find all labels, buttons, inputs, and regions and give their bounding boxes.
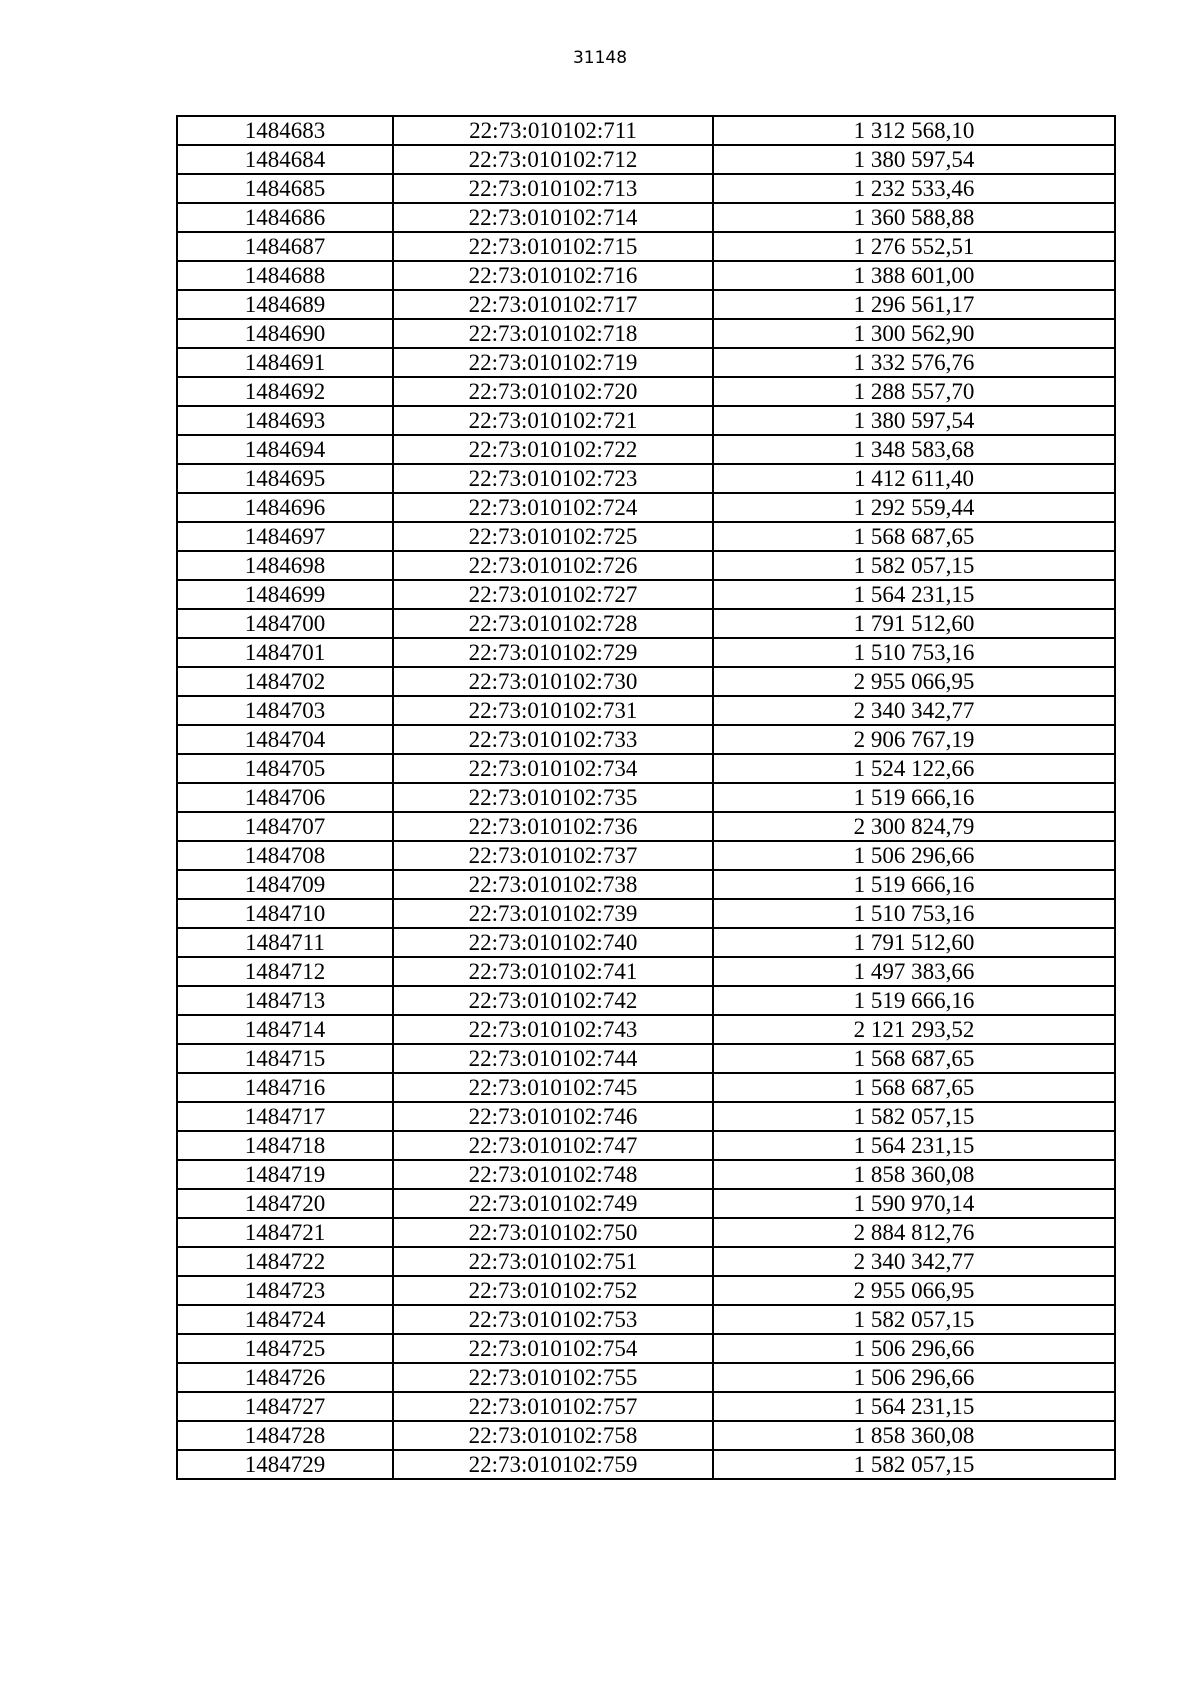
table-row: [177, 377, 1115, 406]
row-number-cell: 1484707: [177, 812, 393, 841]
cadastral-value-cell: 1 276 552,51: [713, 232, 1115, 261]
table-row: [177, 406, 1115, 435]
table-row: [177, 986, 1115, 1015]
cadastral-number-cell: 22:73:010102:734: [393, 754, 713, 783]
row-number-cell: 1484684: [177, 145, 393, 174]
row-number-cell: 1484693: [177, 406, 393, 435]
table-row: [177, 696, 1115, 725]
cadastral-value-cell: 1 568 687,65: [713, 522, 1115, 551]
cadastral-value-cell: 1 497 383,66: [713, 957, 1115, 986]
cadastral-number-cell: 22:73:010102:747: [393, 1131, 713, 1160]
table-row: [177, 957, 1115, 986]
cadastral-number-cell: 22:73:010102:728: [393, 609, 713, 638]
row-number-cell: 1484722: [177, 1247, 393, 1276]
table-row: [177, 1131, 1115, 1160]
cadastral-value-cell: 1 380 597,54: [713, 145, 1115, 174]
cadastral-number-cell: 22:73:010102:726: [393, 551, 713, 580]
table-row: [177, 116, 1115, 145]
cadastral-value-cell: 2 340 342,77: [713, 1247, 1115, 1276]
table-row: [177, 1392, 1115, 1421]
table-row: [177, 203, 1115, 232]
cadastral-value-cell: 1 510 753,16: [713, 899, 1115, 928]
table-row: [177, 464, 1115, 493]
cadastral-number-cell: 22:73:010102:745: [393, 1073, 713, 1102]
row-number-cell: 1484717: [177, 1102, 393, 1131]
cadastral-value-cell: 1 300 562,90: [713, 319, 1115, 348]
row-number-cell: 1484688: [177, 261, 393, 290]
cadastral-value-cell: 1 582 057,15: [713, 1102, 1115, 1131]
table-row: [177, 1160, 1115, 1189]
cadastral-number-cell: 22:73:010102:731: [393, 696, 713, 725]
cadastral-number-cell: 22:73:010102:735: [393, 783, 713, 812]
cadastral-value-cell: 1 791 512,60: [713, 609, 1115, 638]
cadastral-value-cell: 2 955 066,95: [713, 667, 1115, 696]
row-number-cell: 1484712: [177, 957, 393, 986]
cadastral-value-cell: 1 582 057,15: [713, 1305, 1115, 1334]
row-number-cell: 1484708: [177, 841, 393, 870]
table-row: [177, 899, 1115, 928]
row-number-cell: 1484727: [177, 1392, 393, 1421]
table-row: [177, 1073, 1115, 1102]
cadastral-value-cell: 1 506 296,66: [713, 1363, 1115, 1392]
cadastral-number-cell: 22:73:010102:748: [393, 1160, 713, 1189]
table-row: [177, 638, 1115, 667]
table-row: [177, 1189, 1115, 1218]
row-number-cell: 1484696: [177, 493, 393, 522]
table-row: [177, 145, 1115, 174]
row-number-cell: 1484701: [177, 638, 393, 667]
table-row: [177, 870, 1115, 899]
row-number-cell: 1484728: [177, 1421, 393, 1450]
cadastral-value-cell: 1 412 611,40: [713, 464, 1115, 493]
cadastral-number-cell: 22:73:010102:741: [393, 957, 713, 986]
row-number-cell: 1484687: [177, 232, 393, 261]
table-row: [177, 261, 1115, 290]
table-row: [177, 551, 1115, 580]
cadastral-value-cell: 1 582 057,15: [713, 1450, 1115, 1479]
table-row: [177, 1276, 1115, 1305]
cadastral-value-cell: 1 288 557,70: [713, 377, 1115, 406]
cadastral-number-cell: 22:73:010102:737: [393, 841, 713, 870]
cadastral-number-cell: 22:73:010102:712: [393, 145, 713, 174]
table-row: [177, 725, 1115, 754]
cadastral-value-table: [176, 115, 1116, 1480]
table-row: [177, 1015, 1115, 1044]
cadastral-value-cell: 1 858 360,08: [713, 1160, 1115, 1189]
row-number-cell: 1484700: [177, 609, 393, 638]
cadastral-value-cell: 1 791 512,60: [713, 928, 1115, 957]
cadastral-number-cell: 22:73:010102:740: [393, 928, 713, 957]
cadastral-number-cell: 22:73:010102:744: [393, 1044, 713, 1073]
cadastral-value-cell: 1 380 597,54: [713, 406, 1115, 435]
cadastral-value-cell: 1 312 568,10: [713, 116, 1115, 145]
cadastral-number-cell: 22:73:010102:719: [393, 348, 713, 377]
cadastral-value-cell: 2 884 812,76: [713, 1218, 1115, 1247]
cadastral-number-cell: 22:73:010102:759: [393, 1450, 713, 1479]
row-number-cell: 1484720: [177, 1189, 393, 1218]
row-number-cell: 1484704: [177, 725, 393, 754]
row-number-cell: 1484685: [177, 174, 393, 203]
table-row: [177, 812, 1115, 841]
cadastral-number-cell: 22:73:010102:724: [393, 493, 713, 522]
cadastral-value-cell: 1 232 533,46: [713, 174, 1115, 203]
row-number-cell: 1484705: [177, 754, 393, 783]
cadastral-value-cell: 1 360 588,88: [713, 203, 1115, 232]
cadastral-value-cell: 1 506 296,66: [713, 1334, 1115, 1363]
row-number-cell: 1484694: [177, 435, 393, 464]
cadastral-number-cell: 22:73:010102:718: [393, 319, 713, 348]
table-row: [177, 1450, 1115, 1479]
cadastral-value-cell: 2 300 824,79: [713, 812, 1115, 841]
cadastral-number-cell: 22:73:010102:754: [393, 1334, 713, 1363]
row-number-cell: 1484713: [177, 986, 393, 1015]
table-row: [177, 1305, 1115, 1334]
cadastral-number-cell: 22:73:010102:714: [393, 203, 713, 232]
row-number-cell: 1484716: [177, 1073, 393, 1102]
table-row: [177, 1218, 1115, 1247]
cadastral-number-cell: 22:73:010102:743: [393, 1015, 713, 1044]
cadastral-number-cell: 22:73:010102:758: [393, 1421, 713, 1450]
cadastral-number-cell: 22:73:010102:717: [393, 290, 713, 319]
table-row: [177, 1363, 1115, 1392]
cadastral-value-cell: 1 332 576,76: [713, 348, 1115, 377]
cadastral-value-cell: 1 519 666,16: [713, 783, 1115, 812]
row-number-cell: 1484683: [177, 116, 393, 145]
row-number-cell: 1484697: [177, 522, 393, 551]
table-row: [177, 1421, 1115, 1450]
cadastral-value-cell: 1 858 360,08: [713, 1421, 1115, 1450]
cadastral-value-cell: 1 590 970,14: [713, 1189, 1115, 1218]
row-number-cell: 1484695: [177, 464, 393, 493]
row-number-cell: 1484703: [177, 696, 393, 725]
row-number-cell: 1484718: [177, 1131, 393, 1160]
row-number-cell: 1484706: [177, 783, 393, 812]
cadastral-number-cell: 22:73:010102:757: [393, 1392, 713, 1421]
cadastral-number-cell: 22:73:010102:722: [393, 435, 713, 464]
table-row: [177, 1247, 1115, 1276]
row-number-cell: 1484689: [177, 290, 393, 319]
table-row: [177, 435, 1115, 464]
cadastral-value-cell: 1 519 666,16: [713, 986, 1115, 1015]
table-row: [177, 1044, 1115, 1073]
cadastral-value-cell: 1 292 559,44: [713, 493, 1115, 522]
table-row: [177, 841, 1115, 870]
cadastral-value-cell: 1 564 231,15: [713, 1131, 1115, 1160]
cadastral-number-cell: 22:73:010102:730: [393, 667, 713, 696]
cadastral-number-cell: 22:73:010102:720: [393, 377, 713, 406]
cadastral-value-cell: 1 510 753,16: [713, 638, 1115, 667]
row-number-cell: 1484699: [177, 580, 393, 609]
table-row: [177, 174, 1115, 203]
cadastral-number-cell: 22:73:010102:723: [393, 464, 713, 493]
table-row: [177, 348, 1115, 377]
cadastral-value-cell: 1 568 687,65: [713, 1073, 1115, 1102]
row-number-cell: 1484709: [177, 870, 393, 899]
row-number-cell: 1484702: [177, 667, 393, 696]
row-number-cell: 1484719: [177, 1160, 393, 1189]
cadastral-number-cell: 22:73:010102:713: [393, 174, 713, 203]
row-number-cell: 1484726: [177, 1363, 393, 1392]
cadastral-number-cell: 22:73:010102:716: [393, 261, 713, 290]
cadastral-value-cell: 2 121 293,52: [713, 1015, 1115, 1044]
cadastral-value-cell: 1 524 122,66: [713, 754, 1115, 783]
cadastral-value-cell: 1 348 583,68: [713, 435, 1115, 464]
row-number-cell: 1484724: [177, 1305, 393, 1334]
row-number-cell: 1484714: [177, 1015, 393, 1044]
cadastral-number-cell: 22:73:010102:721: [393, 406, 713, 435]
table-row: [177, 580, 1115, 609]
cadastral-number-cell: 22:73:010102:729: [393, 638, 713, 667]
cadastral-value-cell: 2 340 342,77: [713, 696, 1115, 725]
cadastral-number-cell: 22:73:010102:733: [393, 725, 713, 754]
cadastral-value-cell: 2 955 066,95: [713, 1276, 1115, 1305]
cadastral-number-cell: 22:73:010102:755: [393, 1363, 713, 1392]
cadastral-number-cell: 22:73:010102:752: [393, 1276, 713, 1305]
table-row: [177, 754, 1115, 783]
cadastral-number-cell: 22:73:010102:749: [393, 1189, 713, 1218]
table-row: [177, 1102, 1115, 1131]
row-number-cell: 1484721: [177, 1218, 393, 1247]
cadastral-number-cell: 22:73:010102:738: [393, 870, 713, 899]
cadastral-number-cell: 22:73:010102:711: [393, 116, 713, 145]
row-number-cell: 1484686: [177, 203, 393, 232]
page-number: 31148: [572, 48, 628, 68]
cadastral-value-cell: 1 296 561,17: [713, 290, 1115, 319]
cadastral-number-cell: 22:73:010102:725: [393, 522, 713, 551]
table-row: [177, 609, 1115, 638]
table-row: [177, 783, 1115, 812]
cadastral-value-cell: 1 582 057,15: [713, 551, 1115, 580]
row-number-cell: 1484723: [177, 1276, 393, 1305]
row-number-cell: 1484715: [177, 1044, 393, 1073]
cadastral-number-cell: 22:73:010102:753: [393, 1305, 713, 1334]
cadastral-number-cell: 22:73:010102:736: [393, 812, 713, 841]
cadastral-number-cell: 22:73:010102:751: [393, 1247, 713, 1276]
cadastral-value-cell: 1 564 231,15: [713, 1392, 1115, 1421]
row-number-cell: 1484725: [177, 1334, 393, 1363]
table-row: [177, 522, 1115, 551]
table-row: [177, 1334, 1115, 1363]
row-number-cell: 1484711: [177, 928, 393, 957]
cadastral-number-cell: 22:73:010102:715: [393, 232, 713, 261]
table-row: [177, 928, 1115, 957]
row-number-cell: 1484710: [177, 899, 393, 928]
cadastral-value-cell: 2 906 767,19: [713, 725, 1115, 754]
cadastral-value-cell: 1 388 601,00: [713, 261, 1115, 290]
row-number-cell: 1484692: [177, 377, 393, 406]
table-body: [177, 116, 1115, 1479]
row-number-cell: 1484698: [177, 551, 393, 580]
row-number-cell: 1484690: [177, 319, 393, 348]
row-number-cell: 1484691: [177, 348, 393, 377]
table-row: [177, 319, 1115, 348]
table-row: [177, 232, 1115, 261]
table-row: [177, 667, 1115, 696]
table-row: [177, 290, 1115, 319]
cadastral-value-cell: 1 506 296,66: [713, 841, 1115, 870]
table-row: [177, 493, 1115, 522]
cadastral-number-cell: 22:73:010102:739: [393, 899, 713, 928]
cadastral-value-cell: 1 564 231,15: [713, 580, 1115, 609]
cadastral-value-cell: 1 568 687,65: [713, 1044, 1115, 1073]
row-number-cell: 1484729: [177, 1450, 393, 1479]
cadastral-number-cell: 22:73:010102:750: [393, 1218, 713, 1247]
cadastral-value-cell: 1 519 666,16: [713, 870, 1115, 899]
cadastral-number-cell: 22:73:010102:727: [393, 580, 713, 609]
cadastral-number-cell: 22:73:010102:746: [393, 1102, 713, 1131]
cadastral-number-cell: 22:73:010102:742: [393, 986, 713, 1015]
